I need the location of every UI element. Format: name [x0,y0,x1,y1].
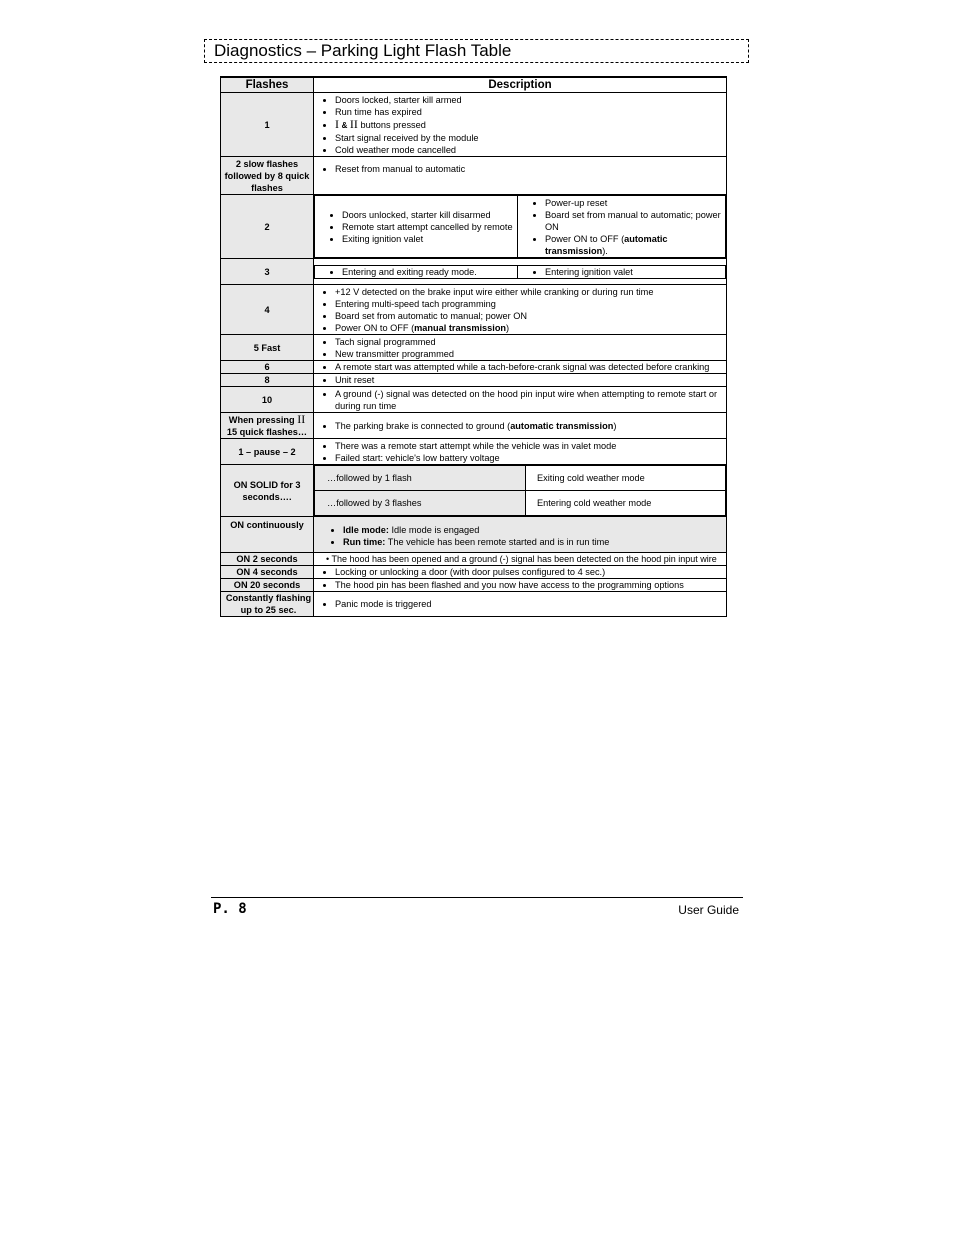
sub-cell: …followed by 1 flash [315,466,526,491]
list-item: • Panic mode is triggered [335,598,726,610]
list-item: • Board set from automatic to manual; power ON [335,310,726,322]
flash-cell: ON SOLID for 3 seconds…. [221,465,314,517]
description-cell: • The hood has been opened and a ground (-) signal has been detected on the hood pin input wire [314,553,727,566]
description-cell [314,579,727,592]
list-item: • Run time has expired [335,106,726,118]
list-item-text: ). [602,246,608,256]
table-row [221,361,727,374]
list-item: • Doors unlocked, starter kill disarmed [342,209,517,221]
flash-cell: 8 [221,374,314,387]
button-two-label: II [297,412,306,426]
table-row [221,517,727,553]
list-item: • Start signal received by the module [335,132,726,144]
list-item [335,118,726,132]
flash-cell: ON 4 seconds [221,566,314,579]
flash-cell: 6 [221,361,314,374]
flash-cell: Constantly flashing up to 25 sec. [221,592,314,617]
flash-table [220,76,727,617]
flash-cell: ON 20 seconds [221,579,314,592]
table-row [221,439,727,465]
bold-text: automatic transmission [510,420,614,431]
table-row [221,259,727,285]
flash-text: 15 quick flashes… [226,427,308,437]
flash-cell: 2 slow flashes followed by 8 quick flashes [221,157,314,195]
button-two-label: II [349,116,358,131]
list-item-text: buttons pressed [360,119,426,130]
page-number: P. 8 [213,901,247,917]
split-cell [314,465,726,516]
table-row [221,553,727,566]
table-row [221,566,727,579]
description-cell [314,259,727,285]
description-cell [314,387,727,413]
list-item: • Exiting ignition valet [342,233,517,245]
page-title: Diagnostics – Parking Light Flash Table [214,41,512,60]
list-item: • Remote start attempt cancelled by remote [342,221,517,233]
list-item-text: ) [613,420,617,431]
list-item: • Locking or unlocking a door (with door pulses configured to 4 sec.) [335,566,726,578]
list-item: • Doors locked, starter kill armed [335,94,726,106]
flash-text: When pressing [228,415,295,425]
list-item: • A ground (-) signal was detected on the hood pin input wire when attempting to remote start or during run time [335,388,726,412]
table-row [221,93,727,157]
description-cell [314,566,727,579]
header-flashes: Flashes [221,77,314,93]
button-one-label: I [335,116,339,131]
table-row [221,157,727,195]
list-item: • +12 V detected on the brake input wire either while cranking or during run time [335,286,726,298]
list-item-text: Idle mode is engaged [388,525,480,535]
description-cell [314,195,727,259]
flash-cell [221,413,314,439]
list-item [343,524,726,536]
bold-text: Idle mode: [343,525,389,535]
list-item: • Entering and exiting ready mode. [342,266,517,278]
list-item: • Entering ignition valet [545,266,725,278]
flash-cell: 2 [221,195,314,259]
split-cell [314,265,726,279]
table-row [221,387,727,413]
list-item-text: The vehicle has been remote started and is in run time [385,537,610,547]
bold-text: manual transmission [414,322,507,333]
list-item: • New transmitter programmed [335,348,726,360]
list-item [545,233,725,257]
sub-cell: …followed by 3 flashes [315,491,526,516]
list-item-text: Power ON to OFF ( [335,322,415,333]
list-item: • Failed start: vehicle's low battery voltage [335,452,726,464]
list-item: • Tach signal programmed [335,336,726,348]
description-cell [314,374,727,387]
flash-cell: 1 – pause – 2 [221,439,314,465]
sub-cell: Entering cold weather mode [526,491,726,516]
table-row [221,465,727,517]
description-cell [314,93,727,157]
flash-cell: ON 2 seconds [221,553,314,566]
description-cell [314,361,727,374]
description-cell [314,157,727,195]
description-cell [314,439,727,465]
list-item: • The hood pin has been flashed and you now have access to the programming options [335,579,726,591]
list-item: • There was a remote start attempt while the vehicle was in valet mode [335,440,726,452]
description-cell [314,465,727,517]
split-cell [314,195,726,258]
description-cell [314,285,727,335]
list-item: • Entering multi-speed tach programming [335,298,726,310]
description-cell [314,592,727,617]
flash-cell: 3 [221,259,314,285]
table-row [221,592,727,617]
header-description: Description [314,77,727,93]
footer-rule [211,897,743,898]
table-header [221,77,727,93]
list-item: • Reset from manual to automatic [335,163,726,175]
description-cell [314,335,727,361]
flash-cell: 10 [221,387,314,413]
bold-text: Run time: [343,537,386,547]
footer-guide-label: User Guide [678,903,739,917]
table-row [221,335,727,361]
list-item-text: Power ON to OFF ( [545,234,625,244]
table-row [221,413,727,439]
list-item [335,420,726,432]
flash-cell: ON continuously [221,517,314,553]
sub-cell: Exiting cold weather mode [526,466,726,491]
list-item: • Cold weather mode cancelled [335,144,726,156]
flash-cell: 4 [221,285,314,335]
list-item: • Unit reset [335,374,726,386]
flash-cell: 5 Fast [221,335,314,361]
table-row [221,374,727,387]
table-row [221,195,727,259]
table-row [221,285,727,335]
list-item-text: ) [506,322,510,333]
amp-label: & [341,120,348,130]
list-item [335,322,726,334]
list-item-text: The parking brake is connected to ground ( [335,420,511,431]
flash-cell: 1 [221,93,314,157]
list-item: • Board set from manual to automatic; power ON [545,209,725,233]
title-box [204,39,749,63]
description-cell [314,413,727,439]
list-item [343,536,726,548]
description-cell [314,517,727,553]
list-item: • Power-up reset [545,197,725,209]
list-item: • A remote start was attempted while a tach-before-crank signal was detected before cranking [335,361,726,373]
table-row [221,579,727,592]
bold-text: automatic transmission [545,234,668,256]
